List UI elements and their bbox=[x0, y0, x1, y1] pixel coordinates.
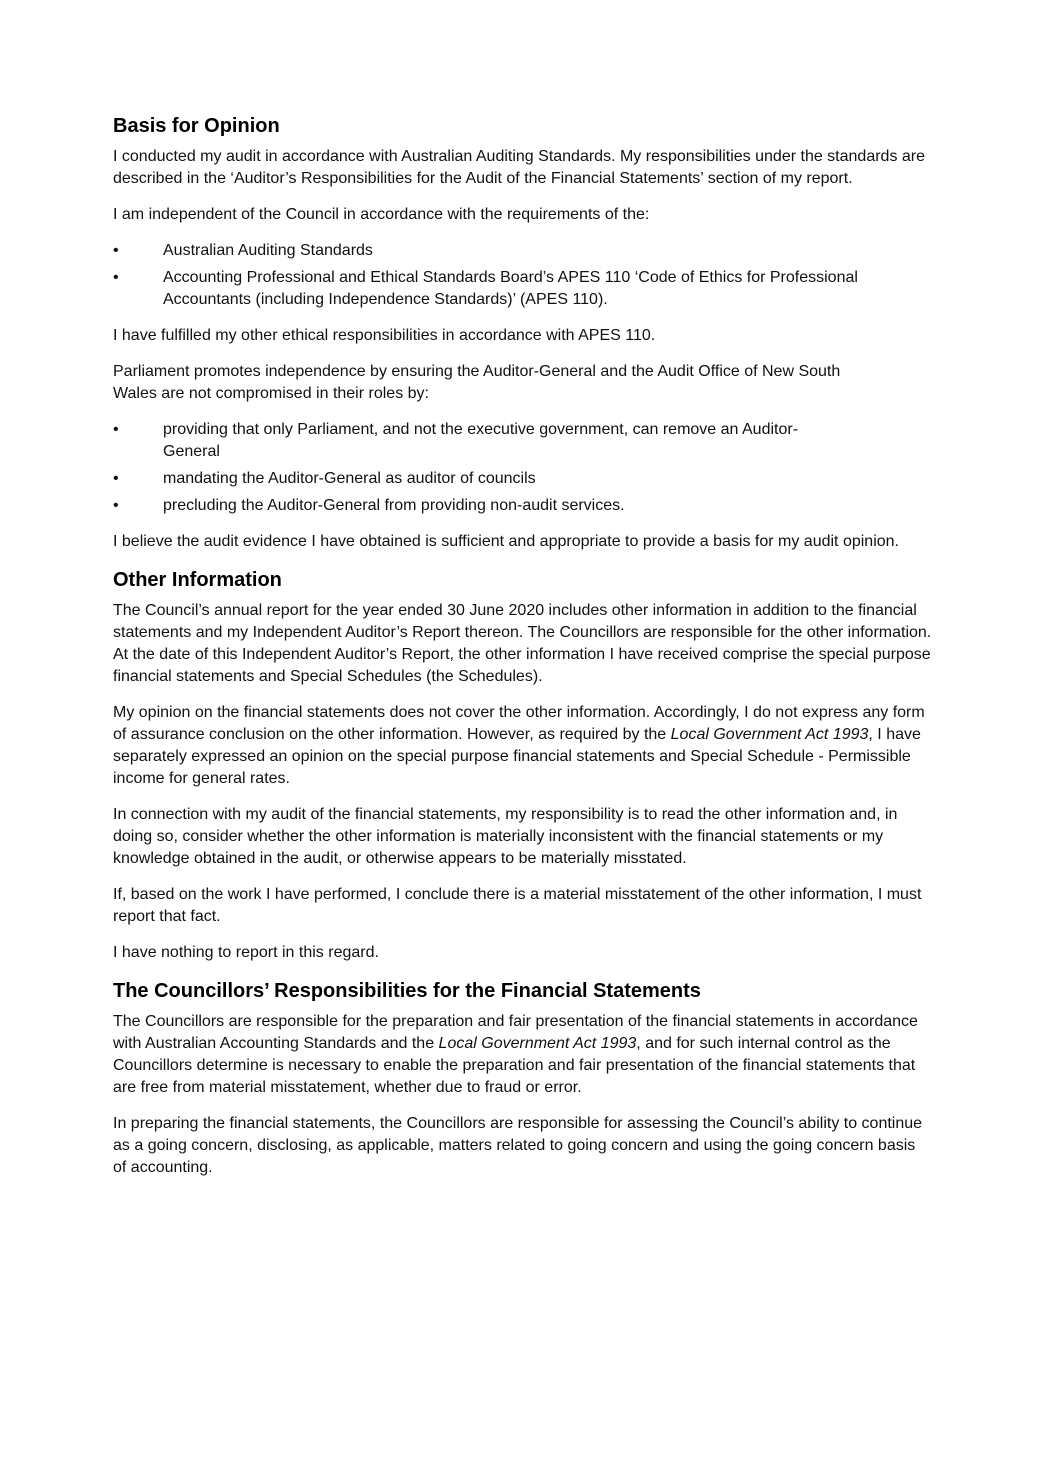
document-page bbox=[113, 113, 933, 1193]
bullet-list-parliament bbox=[113, 419, 933, 517]
other-information-section bbox=[113, 567, 933, 964]
paragraph: The Councillors are responsible for the preparation and fair presentation of the financial statements in accordance with Australian Accounting Standards and the Local Government Act 1993, and for such internal control as the Councillors determine is necessary to enable the preparation and fair presentation of the financial statements that are free from material misstatement, whether due to fraud or error. bbox=[113, 1013, 918, 1096]
list-item: • Australian Auditing Standards bbox=[113, 240, 933, 262]
councillors-responsibilities-section bbox=[113, 978, 933, 1179]
paragraph: In preparing the financial statements, the Councillors are responsible for assessing the Council’s ability to continue as a going concern, disclosing, as applicable, matters related to going concern and using the going concern basis of accounting. bbox=[113, 1115, 923, 1176]
list-item: • providing that only Parliament, and not the executive government, can remove an Auditor-General bbox=[113, 421, 799, 460]
section-heading-councillors: The Councillors’ Responsibilities for the Financial Statements bbox=[113, 980, 701, 1002]
section-heading-other-information: Other Information bbox=[113, 569, 282, 591]
paragraph: The Council’s annual report for the year ended 30 June 2020 includes other information in addition to the financial statements and my Independent Auditor’s Report thereon. The Councillors are responsible for the other information. At the date of this Independent Auditor’s Report, the other information I have received comprise the special purpose financial statements and Special Schedules (the Schedules). bbox=[113, 602, 932, 685]
paragraph: My opinion on the financial statements does not cover the other information. Accordingly, I do not express any form of assurance conclusion on the other information. However, as required by the Local Government Act 1993, I have separately expressed an opinion on the special purpose financial statements and Special Schedule - Permissible income for general rates. bbox=[113, 704, 925, 787]
paragraph: If, based on the work I have performed, I conclude there is a material misstatement of the other information, I must report that fact. bbox=[113, 886, 922, 925]
bullet-icon: • bbox=[113, 242, 119, 259]
paragraph: I conducted my audit in accordance with Australian Auditing Standards. My responsibilities under the standards are described in the ‘Auditor’s Responsibilities for the Audit of the Financial Statements’ section of my report. bbox=[113, 148, 926, 187]
list-item: • mandating the Auditor-General as auditor of councils bbox=[113, 468, 933, 490]
paragraph: I believe the audit evidence I have obtained is sufficient and appropriate to provide a basis for my audit opinion. bbox=[113, 533, 899, 550]
bullet-icon: • bbox=[113, 497, 119, 514]
bullet-list-independence bbox=[113, 240, 933, 311]
section-heading-basis: Basis for Opinion bbox=[113, 115, 280, 137]
paragraph: I have fulfilled my other ethical responsibilities in accordance with APES 110. bbox=[113, 327, 656, 344]
paragraph: Parliament promotes independence by ensuring the Auditor-General and the Audit Office of New South Wales are not compromised in their roles by: bbox=[113, 363, 841, 402]
paragraph: I am independent of the Council in accordance with the requirements of the: bbox=[113, 206, 650, 223]
basis-for-opinion-section bbox=[113, 113, 933, 553]
list-item: • precluding the Auditor-General from providing non-audit services. bbox=[113, 495, 933, 517]
bullet-icon: • bbox=[113, 269, 119, 286]
list-item: • Accounting Professional and Ethical Standards Board’s APES 110 ‘Code of Ethics for Professional Accountants (including Independence Standards)’ (APES 110). bbox=[113, 269, 858, 308]
paragraph: I have nothing to report in this regard. bbox=[113, 944, 379, 961]
bullet-icon: • bbox=[113, 470, 119, 487]
bullet-icon: • bbox=[113, 421, 119, 438]
paragraph: In connection with my audit of the financial statements, my responsibility is to read the other information and, in doing so, consider whether the other information is materially inconsistent with the financial statements or my knowledge obtained in the audit, or otherwise appears to be materially misstated. bbox=[113, 806, 898, 867]
